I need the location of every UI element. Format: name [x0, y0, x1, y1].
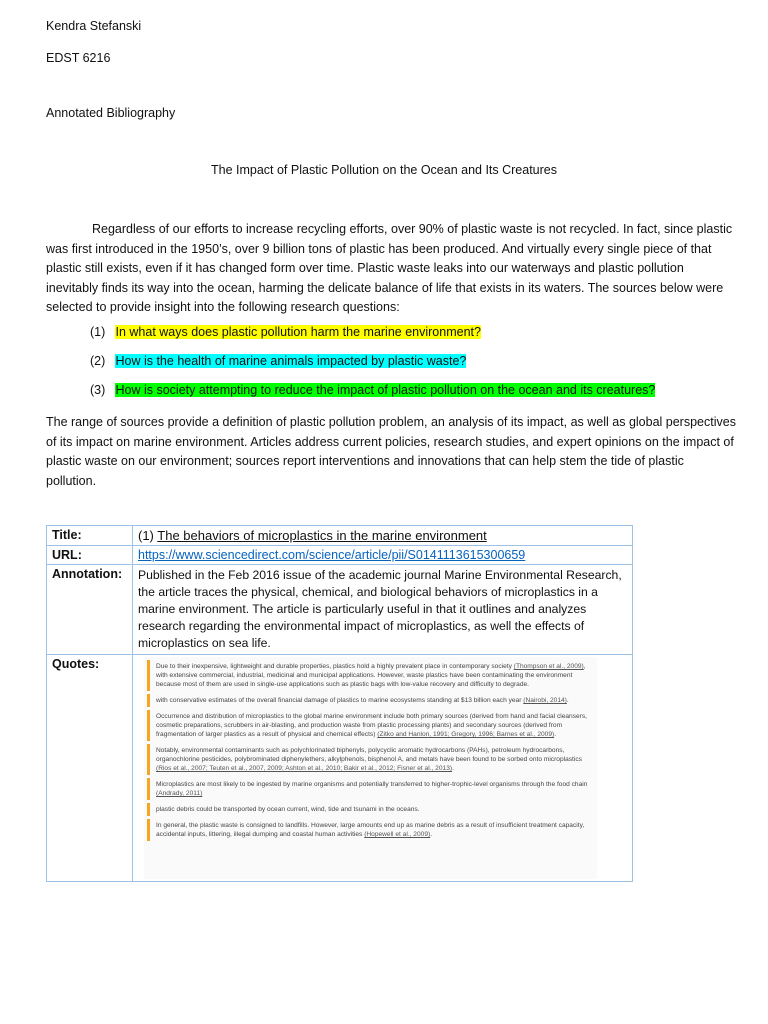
quote-tail: . — [430, 831, 433, 838]
research-question-1 — [90, 325, 481, 339]
question-number: (3) — [90, 383, 106, 397]
quote-tail: , with extensive commercial, industrial, medicinal and municipal applications. However, waste plastics have been contaminating the environment because most of them are used in single-use applications such as plastic bags with low-value recovery and difficulty to degrade. — [156, 663, 586, 688]
entry-title — [133, 526, 633, 546]
quotes-row — [47, 655, 633, 882]
quote-text: Notably, environmental contaminants such as polychlorinated biphenyls, polycyclic aromatic hydrocarbons (PAHs), petroleum hydrocarbons, organochlorine pesticides, polybrominated diphenylethers, alkylphenols, bisphenol A, and metals have been found to be sorbed onto microplastics — [156, 747, 582, 763]
quote-tail: . — [566, 697, 569, 704]
research-question-3 — [90, 383, 655, 397]
quote-block — [147, 744, 597, 775]
quotes-container — [138, 657, 627, 879]
quotes-label: Quotes: — [47, 655, 133, 882]
question-text: How is society attempting to reduce the impact of plastic pollution on the ocean and its creatures? — [115, 383, 656, 397]
quote-block — [147, 694, 597, 707]
intro-paragraph — [46, 220, 736, 318]
question-text: In what ways does plastic pollution harm the marine environment? — [115, 325, 481, 339]
quote-citation: (Thompson et al., 2009) — [513, 663, 584, 670]
url-label: URL: — [47, 546, 133, 565]
title-row — [47, 526, 633, 546]
quote-text: plastic debris could be transported by ocean current, wind, tide and tsunami in the oceans. — [156, 806, 420, 813]
quote-block — [147, 660, 597, 691]
quote-block — [147, 819, 597, 841]
url-row — [47, 546, 633, 565]
assignment-title: Annotated Bibliography — [46, 106, 176, 120]
quote-citation: (Andrady, 2011) — [156, 790, 203, 797]
entry-number: (1) — [138, 528, 154, 543]
intro-text: Regardless of our efforts to increase recycling efforts, over 90% of plastic waste is not recycled. In fact, since plastic was first introduced in the 1950’s, over 9 billion tons of plastic has been produced. And virtually every single piece of that plastic still exists, even if it has changed form over time. Plastic waste leaks into our waterways and plastic pollution inevitably finds its way into the ocean, harming the delicate balance of life that exists in its waters. The sources below were selected to provide insight into the following research questions: — [46, 222, 733, 314]
question-text: How is the health of marine animals impacted by plastic waste? — [115, 354, 467, 368]
annotation-text: Published in the Feb 2016 issue of the academic journal Marine Environmental Research, the article traces the physical, chemical, and biological behaviors of microplastics in a marine environment. The article is particularly useful in that it outlines and analyzes research regarding the environmental impact of microplastics, as well the effects of microplastics on sea life. — [133, 565, 633, 655]
quote-block — [147, 803, 597, 816]
quote-text: Due to their inexpensive, lightweight and durable properties, plastics hold a highly prevalent place in contemporary society — [156, 663, 512, 670]
research-question-2 — [90, 354, 466, 368]
quote-citation: (Hopewell et al., 2009) — [364, 831, 431, 838]
quote-tail: . — [554, 731, 557, 738]
quote-text: Occurrence and distribution of microplastics to the global marine environment include both primary sources (derived from hand and facial cleansers, cosmetic preparations, scrubbers in air-blasting, and production waste from plastic processing plants) and secondary sources (derived from fragmentation of larger plastics as a result of physical and chemical effects) — [156, 713, 588, 738]
annotation-label: Annotation: — [47, 565, 133, 655]
bibliography-entry-table — [46, 525, 633, 882]
author-name: Kendra Stefanski — [46, 19, 142, 33]
quote-text: with conservative estimates of the overall financial damage of plastics to marine ecosystems standing at $13 billion each year — [156, 697, 522, 704]
quote-text: Microplastics are most likely to be ingested by marine organisms and potentially transferred to higher-trophic-level organisms through the food chain — [156, 781, 588, 788]
article-url-link[interactable]: https://www.sciencedirect.com/science/article/pii/S0141113615300659 — [138, 548, 526, 562]
quote-tail: . — [452, 765, 454, 772]
quote-citation: (Zitko and Hanlon, 1991; Gregory, 1996; Barnes et al., 2009) — [377, 731, 555, 738]
quote-block — [147, 778, 597, 800]
question-number: (2) — [90, 354, 106, 368]
range-paragraph: The range of sources provide a definition of plastic pollution problem, an analysis of its impact, as well as global perspectives of its impact on marine environment. Articles address current policies, research studies, and expert opinions on the impact of plastic waste on our environment; sources report interventions and innovations that can help stem the tide of plastic pollution. — [46, 415, 736, 488]
course-code: EDST 6216 — [46, 51, 111, 65]
title-label: Title: — [47, 526, 133, 546]
quotes-excerpt-image — [144, 657, 597, 879]
annotation-row — [47, 565, 633, 655]
document-title: The Impact of Plastic Pollution on the Ocean and Its Creatures — [210, 163, 557, 177]
quotes-cell — [133, 655, 633, 882]
entry-title-text: The behaviors of microplastics in the marine environment — [157, 528, 487, 543]
question-number: (1) — [90, 325, 106, 339]
quote-citation: (Rios et al., 2007; Teuten et al., 2007, 2009; Ashton et al., 2010; Bakir et al., 2012; Fisner et al., 2013) — [156, 765, 453, 772]
quote-block — [147, 710, 597, 741]
quote-text: In general, the plastic waste is consigned to landfills. However, large amounts end up as marine debris as a result of insufficient treatment capacity, accidental inputs, littering, illegal dumping and coastal human activities — [156, 822, 585, 838]
quote-citation: (Nairobi, 2014) — [523, 697, 567, 704]
